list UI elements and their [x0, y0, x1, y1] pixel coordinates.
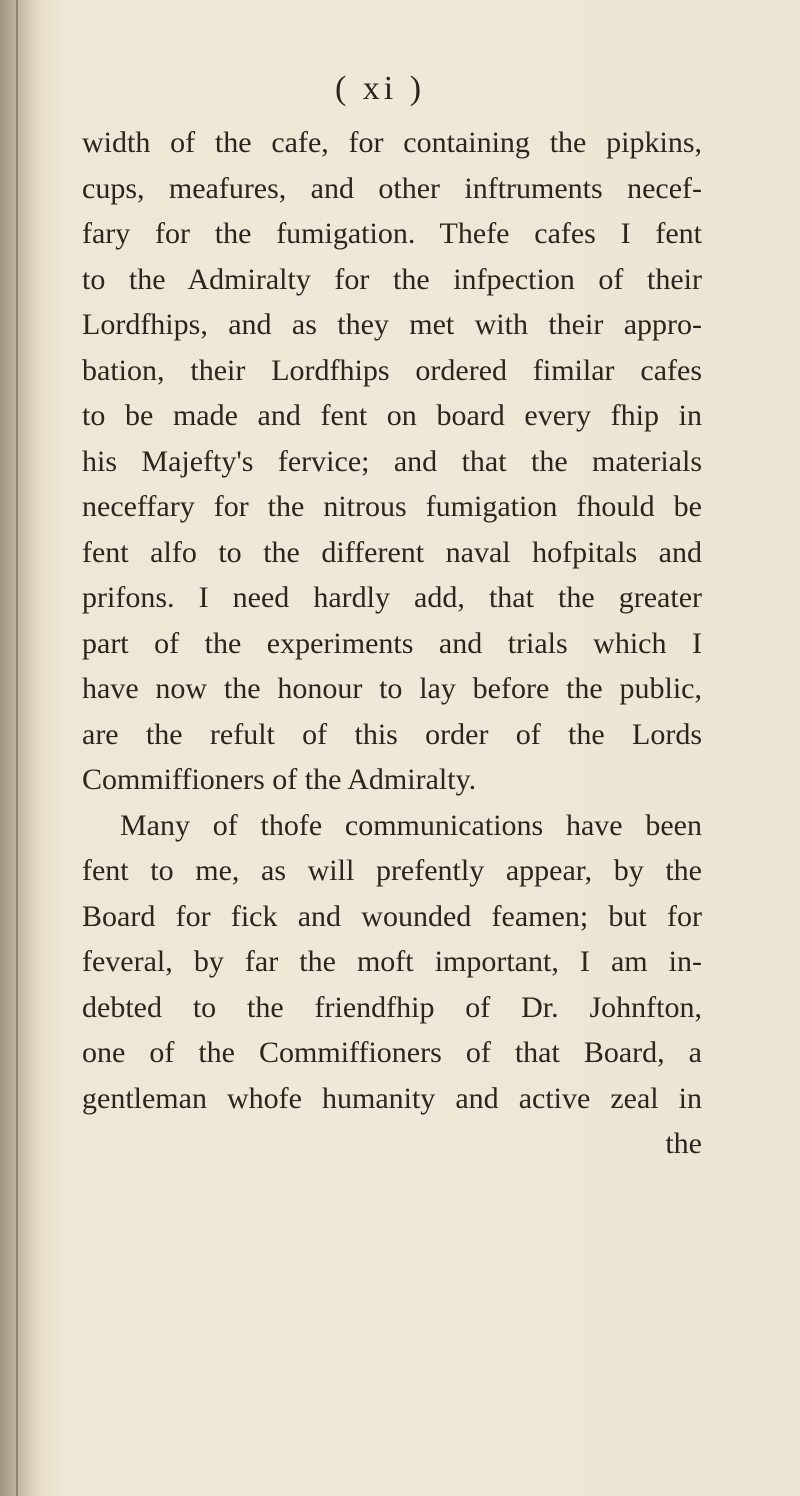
text-line: debted to the friendfhip of Dr. Johnfton,	[82, 990, 702, 1024]
text-line: Board for fick and wounded feamen; but for	[82, 899, 702, 933]
text-line: Many of thofe communications have been	[120, 808, 702, 842]
gutter-shadow	[0, 0, 40, 1496]
text-line: fent to me, as will prefently appear, by the	[82, 854, 702, 887]
text-line: to be made and fent on board every fhip in	[82, 399, 702, 432]
text-line: are the refult of this order of the Lords	[82, 717, 702, 751]
text-line: fary for the fumigation. Thefe cafes I fent	[82, 217, 702, 250]
text-line: feveral, by far the moft important, I am in-	[82, 945, 702, 978]
text-line: neceffary for the nitrous fumigation fhould be	[82, 490, 702, 523]
text-line: have now the honour to lay before the public,	[82, 672, 702, 705]
text-line: prifons. I need hardly add, that the greater	[82, 581, 702, 614]
text-line: to the Admiralty for the infpection of their	[82, 262, 702, 296]
text-line: bation, their Lordfhips ordered fimilar cafes	[82, 353, 702, 387]
text-line: cups, meafures, and other inftruments necef-	[82, 171, 702, 205]
text-line: fent alfo to the different naval hofpitals and	[82, 535, 702, 569]
text-line: Lordfhips, and as they met with their appro-	[82, 308, 702, 341]
text-line: width of the cafe, for containing the pipkins,	[82, 126, 702, 159]
text-line: part of the experiments and trials which I	[82, 626, 702, 660]
text-line: one of the Commiffioners of that Board, a	[82, 1036, 702, 1069]
text-line: his Majefty's fervice; and that the materials	[82, 444, 702, 478]
binding-edge	[16, 0, 18, 1496]
catchword: the	[665, 1127, 702, 1160]
body-text	[82, 120, 702, 1167]
text-line: gentleman whofe humanity and active zeal in	[82, 1081, 702, 1115]
text-line: Commiffioners of the Admiralty.	[82, 763, 477, 796]
page-number-header: ( xi )	[334, 70, 426, 107]
